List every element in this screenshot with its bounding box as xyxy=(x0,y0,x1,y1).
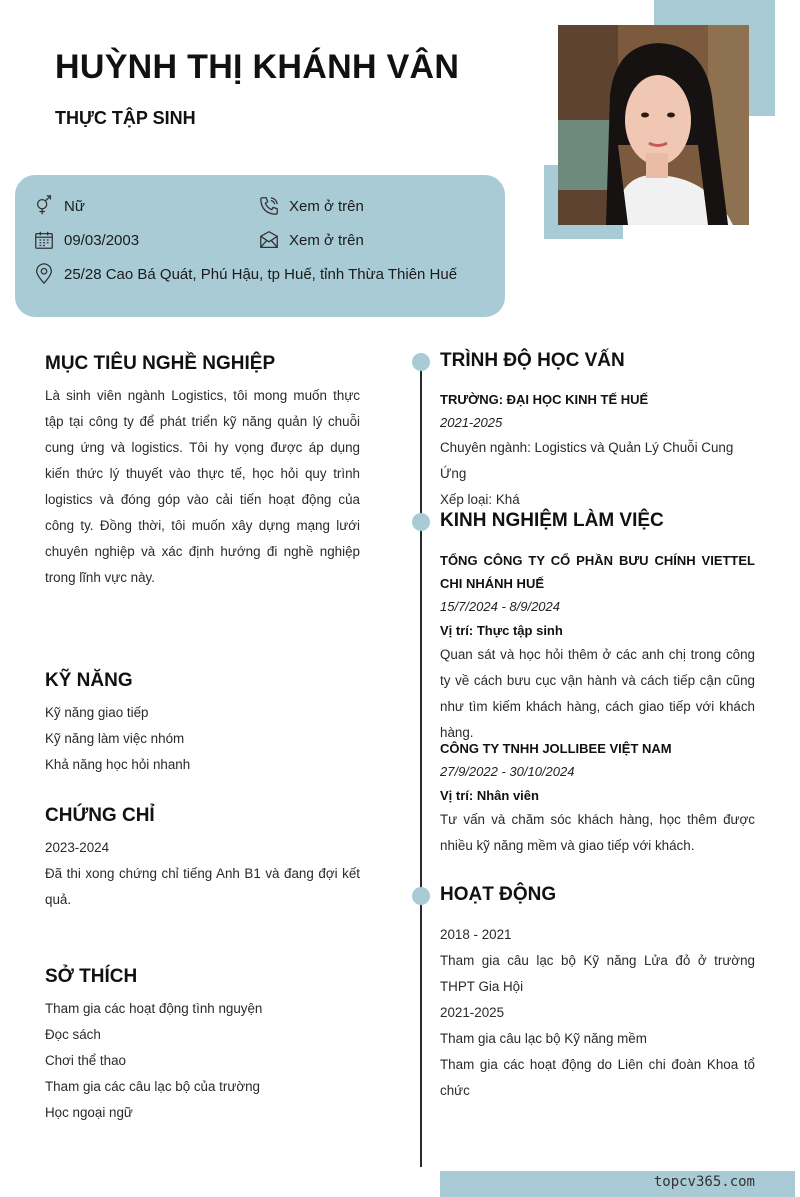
experience-job xyxy=(440,549,755,746)
education-block xyxy=(440,388,755,513)
profile-photo-illustration xyxy=(558,25,749,225)
education-school: TRƯỜNG: ĐẠI HỌC KINH TẾ HUẾ xyxy=(440,392,649,407)
skill-item: Kỹ năng làm việc nhóm xyxy=(45,731,185,746)
activity-text: Tham gia câu lạc bộ Kỹ năng Lửa đỏ ở trường THPT Gia Hội xyxy=(440,953,755,994)
footer-bar xyxy=(440,1171,795,1197)
job-company: TỔNG CÔNG TY CỔ PHẦN BƯU CHÍNH VIETTEL CHI NHÁNH HUẾ xyxy=(440,553,755,591)
timeline-dot-experience xyxy=(412,513,430,531)
candidate-name: HUỲNH THỊ KHÁNH VÂN xyxy=(55,48,460,86)
hobby-item: Chơi thể thao xyxy=(45,1053,126,1068)
job-description: Tư vấn và chăm sóc khách hàng, học thêm được nhiều kỹ năng mềm và giao tiếp với khách. xyxy=(440,812,755,853)
activity-period: 2021-2025 xyxy=(440,1005,505,1020)
contact-birthday xyxy=(33,229,139,251)
education-rank: Xếp loại: Khá xyxy=(440,492,520,507)
job-description: Quan sát và học hỏi thêm ở các anh chị trong công ty về cách bưu cục vận hành và cách tiếp cận cũng như tìm kiếm khách hàng, cách giao tiếp với khách hàng. xyxy=(440,647,755,740)
timeline-dot-education xyxy=(412,353,430,371)
job-period: 15/7/2024 - 8/9/2024 xyxy=(440,599,560,614)
location-pin-icon xyxy=(33,263,55,285)
skill-item: Khả năng học hỏi nhanh xyxy=(45,757,191,772)
hobby-item: Tham gia các hoạt động tình nguyện xyxy=(45,1001,263,1016)
experience-title: KINH NGHIỆM LÀM VIỆC xyxy=(440,510,664,531)
mail-icon xyxy=(258,229,280,251)
hobbies-section xyxy=(45,964,360,1126)
education-major: Chuyên ngành: Logistics và Quản Lý Chuỗi Cung Ứng xyxy=(440,440,734,481)
timeline-line xyxy=(420,362,422,1167)
activity-period: 2018 - 2021 xyxy=(440,927,512,942)
objective-section xyxy=(45,351,360,591)
activity-text: Tham gia câu lạc bộ Kỹ năng mềm xyxy=(440,1031,647,1046)
footer-brand[interactable]: topcv365.com xyxy=(653,1174,755,1190)
profile-photo xyxy=(558,25,749,225)
gender-icon xyxy=(33,195,55,217)
certificate-year: 2023-2024 xyxy=(45,840,110,855)
objective-text: Là sinh viên ngành Logistics, tôi mong muốn thực tập tại công ty để phát triển kỹ năng quản lý chuỗi cung ứng và logistics. Tôi hy vọng được áp dụng kiến thức lý thuyết vào thực tế, học hỏi quy trình logistics và đóng góp vào cải tiến hoạt động của công ty. Đồng thời, tôi muốn xây dựng mạng lưới chuyên nghiệp và xác định hướng đi nghề nghiệp trong lĩnh vực này. xyxy=(45,388,360,585)
certificate-text: Đã thi xong chứng chỉ tiếng Anh B1 và đang đợi kết quả. xyxy=(45,866,360,907)
hobby-item: Tham gia các câu lạc bộ của trường xyxy=(45,1079,260,1094)
certificates-section xyxy=(45,803,360,913)
skill-item: Kỹ năng giao tiếp xyxy=(45,705,149,720)
activities-title: HOẠT ĐỘNG xyxy=(440,884,557,905)
hobby-item: Đọc sách xyxy=(45,1027,101,1042)
contact-email xyxy=(258,229,364,251)
skills-section xyxy=(45,668,360,778)
certificates-title: CHỨNG CHỈ xyxy=(45,805,155,826)
timeline-dot-activities xyxy=(412,887,430,905)
contact-address xyxy=(33,263,457,285)
address-value: 25/28 Cao Bá Quát, Phú Hậu, tp Huế, tỉnh Thừa Thiên Huế xyxy=(64,265,458,283)
email-value: Xem ở trên xyxy=(289,231,364,249)
job-period: 27/9/2022 - 30/10/2024 xyxy=(440,764,575,779)
calendar-icon xyxy=(33,229,55,251)
contact-panel xyxy=(15,175,505,317)
hobby-item: Học ngoại ngữ xyxy=(45,1105,133,1120)
objective-title: MỤC TIÊU NGHỀ NGHIỆP xyxy=(45,353,276,374)
job-position: Vị trí: Nhân viên xyxy=(440,788,539,803)
gender-value: Nữ xyxy=(64,197,85,215)
skills-title: KỸ NĂNG xyxy=(45,670,133,691)
education-period: 2021-2025 xyxy=(440,415,503,430)
phone-value: Xem ở trên xyxy=(289,197,364,215)
contact-gender xyxy=(33,195,85,217)
experience-job xyxy=(440,737,755,859)
contact-phone xyxy=(258,195,364,217)
activities-block xyxy=(440,922,755,1104)
job-company: CÔNG TY TNHH JOLLIBEE VIỆT NAM xyxy=(440,741,672,756)
hobbies-title: SỞ THÍCH xyxy=(45,966,138,987)
candidate-role: THỰC TẬP SINH xyxy=(55,108,196,128)
education-title: TRÌNH ĐỘ HỌC VẤN xyxy=(440,350,625,371)
activity-text: Tham gia các hoạt động do Liên chi đoàn Khoa tổ chức xyxy=(440,1057,755,1098)
phone-icon xyxy=(258,195,280,217)
birthday-value: 09/03/2003 xyxy=(64,231,140,249)
job-position: Vị trí: Thực tập sinh xyxy=(440,623,563,638)
